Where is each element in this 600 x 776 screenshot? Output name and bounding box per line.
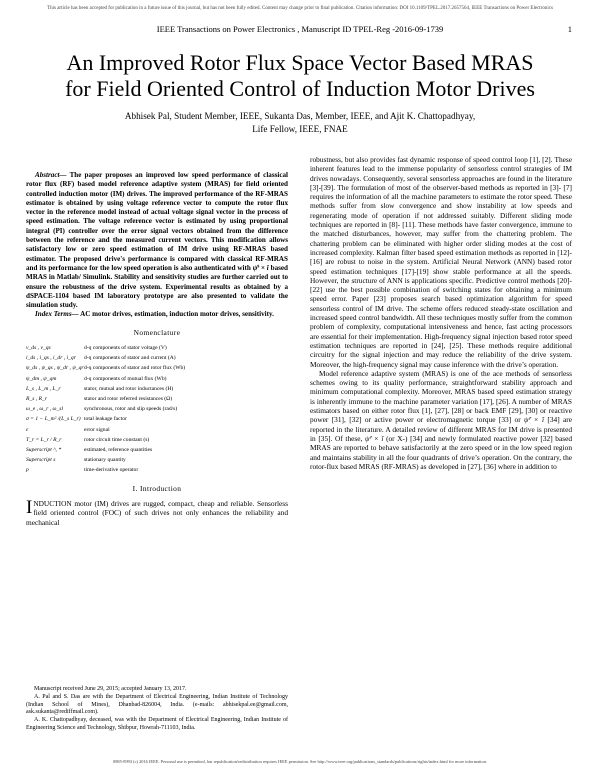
nomenclature-row xyxy=(26,343,288,353)
nomenclature-row xyxy=(26,374,288,384)
nomenclature-definition: rotor circuit time constant (s) xyxy=(84,436,150,443)
nomenclature-row xyxy=(26,384,288,394)
nomenclature-definition: stator, mutual and rotor inductances (H) xyxy=(84,385,174,392)
nomenclature-symbol: Superscript ^, * xyxy=(26,447,62,454)
right-paragraph-2-c: (or X-) [34] and newly formulated reactive power [32] based MRAS are reported to behave satisfactorily at the zero speed or in the low speed region and maintains stability in all the four quadrants of drive’s operation. On the contrary, the rotor-flux based MRAS (RF-MRAS) as developed in [27], [36] where in addition to xyxy=(310,433,573,471)
nomenclature-symbol: i_ds , i_qs , i_dr , i_qr xyxy=(26,355,76,362)
footnote: A. Pal and S. Das are with the Department of Electrical Engineering, Indian Institute of Technology (Indian School of Mines), Dhanbad-826004, India. (e-mails: abhisekpal.ee@gmail.com, ask.sukanta@rediffmail.com). xyxy=(26,693,288,716)
nomenclature-symbol: ψ_ds , ψ_qs , ψ_dr , ψ_qr xyxy=(26,365,84,372)
nomenclature-definition: estimated, reference quantities xyxy=(84,447,153,454)
nomenclature-table xyxy=(26,343,288,476)
abstract-text: The paper proposes an improved low speed performance of classical rotor flux (RF) based model reference adaptive system (MRAS) for field oriented controlled induction motor (IM) drives. The improved performance of the RF-MRAS estimator is obtained by using voltage reference vector to compute the rotor flux vector in the reference model instead of actual voltage signal vector in the process of speed estimation. The voltage reference vector is estimated by using proportional integral (PI) controller over the error signal vectors obtained from the difference between the reference and the measured current vectors. This modification allows satisfactory low or zero speed estimation of IM drive using RF-MRAS based estimator. The proposed drive's performance is compared with classical RF-MRAS and its performance for the low speed operation is also authenticated with xyxy=(26,171,288,272)
paper-title xyxy=(24,50,576,102)
nomenclature-row xyxy=(26,445,288,455)
nomenclature-symbol: ψ_dm , ψ_qm xyxy=(26,375,57,382)
nomenclature-row xyxy=(26,353,288,363)
abstract xyxy=(26,171,288,310)
nomenclature-definition: time-derivative operator xyxy=(84,467,139,474)
nomenclature-definition: synchronous, rotor and slip speeds (rad/s) xyxy=(84,406,178,413)
formula-2: ψ̂ʳ × î xyxy=(364,433,384,443)
index-terms-label: Index Terms— xyxy=(35,310,79,319)
right-paragraph-2-a: Model reference adaptive system (MRAS) is one of the ace methods of sensorless schemes owing to its quality performance, straightforward stability approach and minimum computational complexity. Moreover, MRAS based speed estimation strategy is inherently immune to the machine parameter variation [17], [26]. A number of MRAS estimators based on either rotor flux [1], [27], [28] or back EMF [29], [30] or reactive power [31], [32] or active power or electromagnetic torque [33] or xyxy=(310,368,572,425)
intro-text: NDUCTION motor (IM) drives are rugged, compact, cheap and reliable. Sensorless field oriented control (FOC) of such drives not only enhances the reliability and mechanical xyxy=(26,498,288,527)
nomenclature-definition: d-q components of stator voltage (V) xyxy=(84,345,167,352)
drop-cap: I xyxy=(26,496,33,518)
nomenclature-row xyxy=(26,394,288,404)
nomenclature-definition: stationary quantity xyxy=(84,457,126,464)
nomenclature-heading: Nomenclature xyxy=(133,327,181,337)
nomenclature-symbol: p xyxy=(26,467,29,474)
footnotes xyxy=(26,686,288,733)
nomenclature-symbol: ε xyxy=(26,426,29,433)
nomenclature-symbol: Superscript s xyxy=(26,457,56,464)
nomenclature-row xyxy=(26,363,288,373)
authors-line-2: Life Fellow, IEEE, FNAE xyxy=(252,124,348,134)
section-introduction-heading: I. Introduction xyxy=(132,483,182,493)
right-paragraph-2-b: [34] are reported in the literature. A detailed review of different MRAS for IM drive is presented in [35]. Of these, xyxy=(310,415,572,443)
nomenclature-row xyxy=(26,425,288,435)
abstract-label: Abstract— xyxy=(35,171,67,179)
intro-paragraph xyxy=(26,496,288,527)
nomenclature-symbol: L_s , L_m , L_r xyxy=(26,385,61,392)
title-line-1: An Improved Rotor Flux Space Vector Based MRAS xyxy=(66,50,534,75)
nomenclature-row xyxy=(26,404,288,414)
abstract-text-2: based MRAS in Matlab/ Simulink. Stability and sensitivity studies are further carried out to ensure the robustness of the drive system. Experimental results as obtained by a dSPACE-1104 based IM laboratory prototype are also presented to validate the simulation study. xyxy=(26,263,289,310)
authors-line-1: Abhisek Pal, Student Member, IEEE, Sukanta Das, Member, IEEE, and Ajit K. Chattopadhyay, xyxy=(124,111,476,121)
nomenclature-row xyxy=(26,465,288,475)
nomenclature-row xyxy=(26,455,288,465)
index-terms-text: AC motor drives, estimation, induction motor drives, sensitivity. xyxy=(78,310,274,319)
nomenclature-symbol: ω_e , ω_r , ω_sl xyxy=(26,406,64,413)
index-terms xyxy=(26,310,288,319)
left-column xyxy=(26,171,288,527)
top-notice: This article has been accepted for publication in a future issue of this journal, but has not been fully edited. Content may change prior to final publication. Citation information: DOI 10.1109/TPEL.2017.2657564, IEEE Transactions on Power Electronics xyxy=(47,6,553,11)
footnote: A. K. Chattopadhyay, deceased, was with the Department of Electrical Engineering, Indian Institute of Engineering Science and Technology, Shibpur, Howrah-711103, India. xyxy=(26,717,288,731)
nomenclature-definition: stator and rotor referred resistances (Ω) xyxy=(84,396,173,403)
nomenclature-symbol: σ = 1 − L_m² /(L_s L_r) xyxy=(26,416,81,423)
nomenclature-row xyxy=(26,435,288,445)
nomenclature-definition: d-q components of stator and rotor flux (Wb) xyxy=(84,365,186,372)
right-paragraph-1: robustness, but also provides fast dynamic response of speed control loop [1], [2]. These inherent features lead to the immense popularity of sensorless control strategies of IM drives nowadays. Consequently, several sensorless approaches are found in the literature [3]-[39]. The formulation of most of the observer-based methods as reported in [3]- [7] requires the information of all the machine parameters to estimate the rotor speed. These methods suffer from slow convergence and show instability at low speeds and regenerating mode of operation if not addressed suitably. Different sliding mode techniques are reported in [8]- [11]. These methods have faster convergence, immune to the matched disturbances, however, may suffer from the chattering problem. The chattering problem can be eliminated with higher order sliding modes at the cost of increased complexity. Kalman filter based speed estimation methods as reported in [12]-[16] are robust to noise in the system. Artificial Neural Network (ANN) based rotor speed estimation techniques [17]-[19] show stable performance at all the speeds. However, the structure of ANN is applications specific. Predictive control methods [20]-[22] use the best possible combination of switching states for obtaining a minimum speed error. Paper [23] proposes search based optimization algorithm for speed sensorless control of IM drive. The scheme offers reduced steady-state oscillation and increased speed control bandwidth. All these techniques mostly suffer from the common problem of complexity, computational intensiveness and hence, fast acting processors are essential for their implementation. High-frequency signal injection based rotor speed estimation techniques are reported in [24], [25]. These methods require additional circuitry for the signal injection and may reduce the reliability of the drive system. Moreover, the high-frequency signal may cause inference with the drive’s operation. xyxy=(310,155,572,369)
nomenclature-definition: d-q components of mutual flux (Wb) xyxy=(84,375,167,382)
nomenclature-symbol: R_s , R_r xyxy=(26,396,47,403)
formula-1: ψ̂ʳ × î xyxy=(524,415,545,425)
copyright-footer: 0885-8993 (c) 2016 IEEE. Personal use is permitted, but republication/redistribution requires IEEE permission. See http://www.ieee.org/publications_standards/publications/rights/index.html for more information. xyxy=(113,759,487,764)
nomenclature-symbol: T_r = L_r / R_r xyxy=(26,436,62,443)
page-number: 1 xyxy=(567,24,572,34)
title-line-2: for Field Oriented Control of Induction Motor Drives xyxy=(65,76,535,101)
right-paragraph-2 xyxy=(310,369,572,471)
footnote: Manuscript received June 29, 2015; accepted January 13, 2017. xyxy=(34,686,187,692)
nomenclature-definition: error signal xyxy=(84,426,110,433)
nomenclature-definition: d-q components of stator and current (A) xyxy=(84,355,176,362)
journal-line: IEEE Transactions on Power Electronics , Manuscript ID TPEL-Reg -2016-09-1739 xyxy=(156,24,444,34)
nomenclature-definition: total leakage factor xyxy=(84,416,127,423)
right-column xyxy=(310,155,572,471)
author-list xyxy=(24,110,576,136)
nomenclature-symbol: v_ds , v_qs xyxy=(26,345,51,352)
abstract-formula: ψ̂ʳ × î xyxy=(252,263,269,272)
nomenclature-row xyxy=(26,414,288,424)
